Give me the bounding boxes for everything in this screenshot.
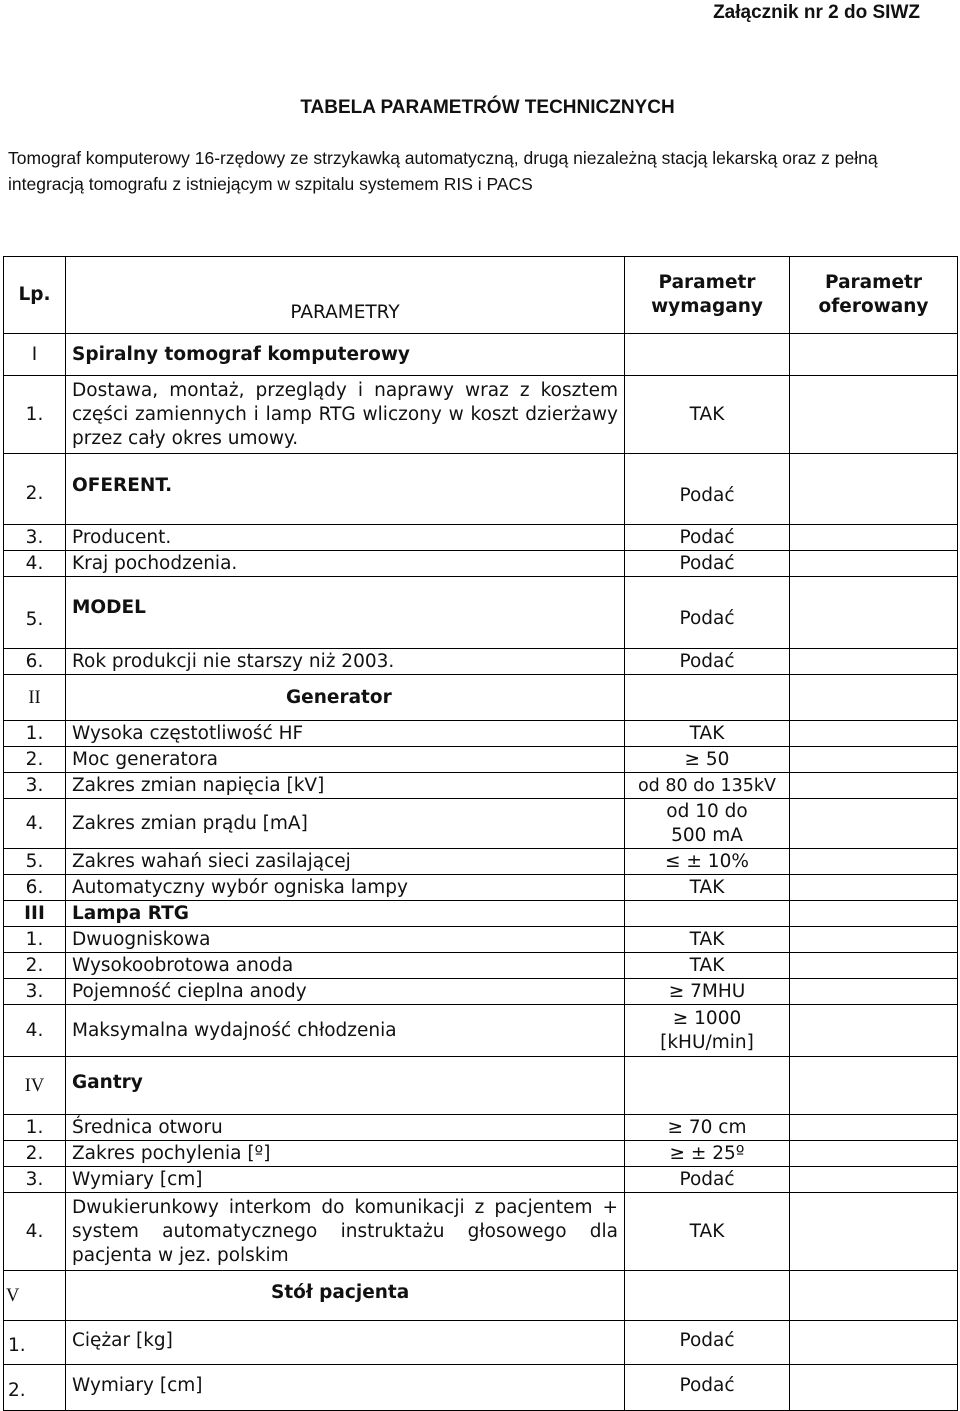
row-number: 4. bbox=[4, 1005, 66, 1057]
annex-label: Załącznik nr 2 do SIWZ bbox=[713, 2, 920, 23]
row-offered[interactable] bbox=[790, 525, 958, 551]
table-row bbox=[4, 454, 958, 525]
row-required: ≥ ± 25º bbox=[625, 1141, 790, 1167]
row-offered[interactable] bbox=[790, 721, 958, 747]
row-parameter: Kraj pochodzenia. bbox=[66, 551, 625, 577]
row-offered[interactable] bbox=[790, 454, 958, 525]
table-row bbox=[4, 1115, 958, 1141]
row-parameter: Producent. bbox=[66, 525, 625, 551]
row-offered[interactable] bbox=[790, 953, 958, 979]
parameters-table bbox=[3, 256, 958, 1411]
row-offered[interactable] bbox=[790, 1141, 958, 1167]
row-parameter: Rok produkcji nie starszy niż 2003. bbox=[66, 649, 625, 675]
row-offered[interactable] bbox=[790, 376, 958, 454]
row-required: TAK bbox=[625, 927, 790, 953]
header-required: Parametr wymagany bbox=[625, 257, 790, 334]
row-number: 3. bbox=[4, 1167, 66, 1193]
row-required: Podać bbox=[625, 1321, 790, 1365]
section-number: IV bbox=[4, 1057, 66, 1115]
row-parameter: Ciężar [kg] bbox=[66, 1321, 625, 1365]
row-parameter: Moc generatora bbox=[66, 747, 625, 773]
row-parameter: Pojemność cieplna anody bbox=[66, 979, 625, 1005]
row-number: 1. bbox=[4, 376, 66, 454]
row-parameter: Wymiary [cm] bbox=[66, 1365, 625, 1411]
row-number: 2. bbox=[4, 1141, 66, 1167]
row-required: Podać bbox=[625, 1167, 790, 1193]
row-number: 2. bbox=[4, 454, 66, 525]
section-number: I bbox=[4, 334, 66, 376]
row-offered[interactable] bbox=[790, 1365, 958, 1411]
row-number: 4. bbox=[4, 551, 66, 577]
row-number: 1. bbox=[4, 927, 66, 953]
row-required: ≥ 7MHU bbox=[625, 979, 790, 1005]
section-title: Lampa RTG bbox=[66, 901, 625, 927]
header-lp: Lp. bbox=[4, 257, 66, 334]
table-row bbox=[4, 927, 958, 953]
row-offered[interactable] bbox=[790, 747, 958, 773]
row-required: Podać bbox=[625, 525, 790, 551]
section-number: V bbox=[4, 1271, 66, 1321]
row-offered[interactable] bbox=[790, 577, 958, 649]
section-row bbox=[4, 1057, 958, 1115]
table-row bbox=[4, 1365, 958, 1411]
row-required: TAK bbox=[625, 875, 790, 901]
row-number: 5. bbox=[4, 849, 66, 875]
row-required: TAK bbox=[625, 953, 790, 979]
row-parameter: Dwuogniskowa bbox=[66, 927, 625, 953]
row-required: od 80 do 135kV bbox=[625, 773, 790, 799]
row-number: 5. bbox=[4, 577, 66, 649]
row-required: TAK bbox=[625, 376, 790, 454]
table-row bbox=[4, 747, 958, 773]
table-row bbox=[4, 649, 958, 675]
table-row bbox=[4, 953, 958, 979]
header-offered: Parametr oferowany bbox=[790, 257, 958, 334]
row-required: Podać bbox=[625, 649, 790, 675]
row-offered[interactable] bbox=[790, 1115, 958, 1141]
document-title: TABELA PARAMETRÓW TECHNICZNYCH bbox=[300, 97, 675, 118]
row-parameter: Zakres zmian napięcia [kV] bbox=[66, 773, 625, 799]
row-number: 2. bbox=[4, 953, 66, 979]
table-row bbox=[4, 849, 958, 875]
row-required: TAK bbox=[625, 721, 790, 747]
row-parameter: Zakres wahań sieci zasilającej bbox=[66, 849, 625, 875]
row-parameter: Automatyczny wybór ogniska lampy bbox=[66, 875, 625, 901]
table-row bbox=[4, 721, 958, 747]
table-row bbox=[4, 773, 958, 799]
row-parameter: Wymiary [cm] bbox=[66, 1167, 625, 1193]
row-number: 2. bbox=[4, 747, 66, 773]
row-offered[interactable] bbox=[790, 1005, 958, 1057]
section-row bbox=[4, 334, 958, 376]
section-title: Gantry bbox=[66, 1057, 625, 1115]
table-header-row bbox=[4, 257, 958, 334]
row-parameter: OFERENT. bbox=[66, 454, 625, 525]
row-offered[interactable] bbox=[790, 1193, 958, 1271]
row-number: 3. bbox=[4, 979, 66, 1005]
row-required: ≥ 50 bbox=[625, 747, 790, 773]
section-number: II bbox=[4, 675, 66, 721]
section-title: Stół pacjenta bbox=[66, 1271, 625, 1321]
row-offered[interactable] bbox=[790, 649, 958, 675]
row-parameter: Maksymalna wydajność chłodzenia bbox=[66, 1005, 625, 1057]
row-required: Podać bbox=[625, 1365, 790, 1411]
table-row bbox=[4, 525, 958, 551]
intro-paragraph: Tomograf komputerowy 16-rzędowy ze strzykawką automatyczną, drugą niezależną stacją lekarską oraz z pełną integracją tomografu z istniejącym w szpitalu systemem RIS i PACS bbox=[8, 148, 878, 194]
table-row bbox=[4, 875, 958, 901]
table-row bbox=[4, 1167, 958, 1193]
header-parameters: PARAMETRY bbox=[66, 257, 625, 334]
table-row bbox=[4, 1005, 958, 1057]
row-required: TAK bbox=[625, 1193, 790, 1271]
row-parameter: Wysoka częstotliwość HF bbox=[66, 721, 625, 747]
row-number: 3. bbox=[4, 525, 66, 551]
row-required: ≤ ± 10% bbox=[625, 849, 790, 875]
row-parameter: Zakres zmian prądu [mA] bbox=[66, 799, 625, 849]
row-parameter: Średnica otworu bbox=[66, 1115, 625, 1141]
row-number: 1. bbox=[4, 721, 66, 747]
row-offered[interactable] bbox=[790, 875, 958, 901]
row-offered[interactable] bbox=[790, 773, 958, 799]
row-offered[interactable] bbox=[790, 1321, 958, 1365]
table-row bbox=[4, 979, 958, 1005]
section-row bbox=[4, 901, 958, 927]
row-parameter: Dostawa, montaż, przeglądy i naprawy wraz z kosztem części zamiennych i lamp RTG wliczony w koszt dzierżawy przez cały okres umowy. bbox=[66, 376, 625, 454]
table-row bbox=[4, 577, 958, 649]
row-offered[interactable] bbox=[790, 1167, 958, 1193]
table-row bbox=[4, 376, 958, 454]
row-number: 1. bbox=[4, 1321, 66, 1365]
section-title: Spiralny tomograf komputerowy bbox=[66, 334, 625, 376]
table-row bbox=[4, 1141, 958, 1167]
row-offered[interactable] bbox=[790, 927, 958, 953]
row-number: 4. bbox=[4, 1193, 66, 1271]
table-row bbox=[4, 799, 958, 849]
row-number: 4. bbox=[4, 799, 66, 849]
row-offered[interactable] bbox=[790, 979, 958, 1005]
row-number: 6. bbox=[4, 649, 66, 675]
row-offered[interactable] bbox=[790, 551, 958, 577]
row-number: 1. bbox=[4, 1115, 66, 1141]
section-row bbox=[4, 675, 958, 721]
row-required: ≥ 1000 [kHU/min] bbox=[625, 1005, 790, 1057]
row-number: 3. bbox=[4, 773, 66, 799]
row-required: Podać bbox=[625, 577, 790, 649]
row-parameter: MODEL bbox=[66, 577, 625, 649]
section-row bbox=[4, 1271, 958, 1321]
row-parameter: Zakres pochylenia [º] bbox=[66, 1141, 625, 1167]
table-row bbox=[4, 551, 958, 577]
table-row bbox=[4, 1321, 958, 1365]
row-parameter: Dwukierunkowy interkom do komunikacji z pacjentem + system automatycznego instruktażu głosowego dla pacjenta w jez. polskim bbox=[66, 1193, 625, 1271]
section-number: III bbox=[4, 901, 66, 927]
row-parameter: Wysokoobrotowa anoda bbox=[66, 953, 625, 979]
row-number: 6. bbox=[4, 875, 66, 901]
row-offered[interactable] bbox=[790, 799, 958, 849]
row-offered[interactable] bbox=[790, 849, 958, 875]
table-row bbox=[4, 1193, 958, 1271]
row-number: 2. bbox=[4, 1365, 66, 1411]
row-required: ≥ 70 cm bbox=[625, 1115, 790, 1141]
row-required: Podać bbox=[625, 551, 790, 577]
row-required: Podać bbox=[625, 454, 790, 525]
row-required: od 10 do 500 mA bbox=[625, 799, 790, 849]
section-title: Generator bbox=[66, 675, 625, 721]
